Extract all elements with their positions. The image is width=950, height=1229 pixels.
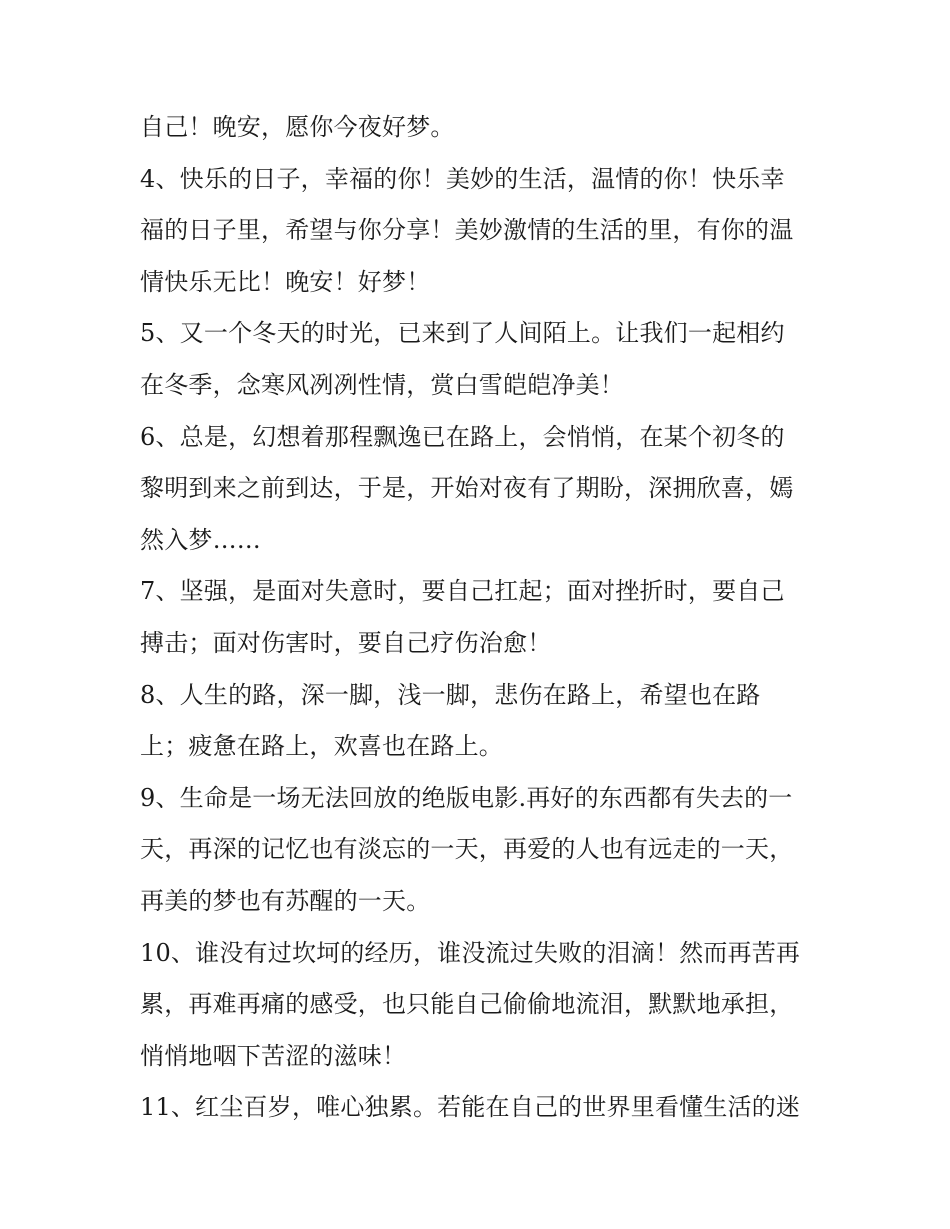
text-line: 5、又一个冬天的时光，已来到了人间陌上。让我们一起相约 <box>140 319 785 348</box>
text-line: 情快乐无比！晚安！好梦！ <box>140 267 431 296</box>
text-line: 黎明到来之前到达，于是，开始对夜有了期盼，深拥欣喜，嫣 <box>140 474 794 503</box>
text-line: 在冬季，念寒风冽冽性情，赏白雪皑皑净美！ <box>140 370 624 399</box>
text-line: 7、坚强，是面对失意时，要自己扛起；面对挫折时，要自己 <box>140 577 785 606</box>
text-line: 9、生命是一场无法回放的绝版电影.再好的东西都有失去的一 <box>140 783 793 812</box>
text-line: 自己！晚安，愿你今夜好梦。 <box>140 113 455 141</box>
text-line: 搏击；面对伤害时，要自己疗伤治愈！ <box>140 628 552 657</box>
text-line: 天，再深的记忆也有淡忘的一天，再爱的人也有远走的一天， <box>140 835 794 864</box>
text-line: 累，再难再痛的感受，也只能自己偷偷地流泪，默默地承担， <box>140 990 794 1019</box>
text-line: 4、快乐的日子，幸福的你！美妙的生活，温情的你！快乐幸 <box>140 164 785 193</box>
text-line: 再美的梦也有苏醒的一天。 <box>140 886 431 915</box>
text-line: 8、人生的路，深一脚，浅一脚，悲伤在路上，希望也在路 <box>140 680 761 709</box>
text-line: 上；疲惫在路上，欢喜也在路上。 <box>140 732 503 761</box>
text-line: 11、红尘百岁，唯心独累。若能在自己的世界里看懂生活的迷 <box>140 1093 801 1122</box>
text-line: 然入梦…… <box>140 525 261 554</box>
text-line: 福的日子里，希望与你分享！美妙激情的生活的里，有你的温 <box>140 216 794 245</box>
text-line: 悄悄地咽下苦涩的滋味！ <box>140 1041 407 1070</box>
document-body <box>140 102 815 1134</box>
text-line: 10、谁没有过坎坷的经历，谁没流过失败的泪滴！然而再苦再 <box>140 938 801 967</box>
text-line: 6、总是，幻想着那程飘逸已在路上，会悄悄，在某个初冬的 <box>140 422 785 451</box>
